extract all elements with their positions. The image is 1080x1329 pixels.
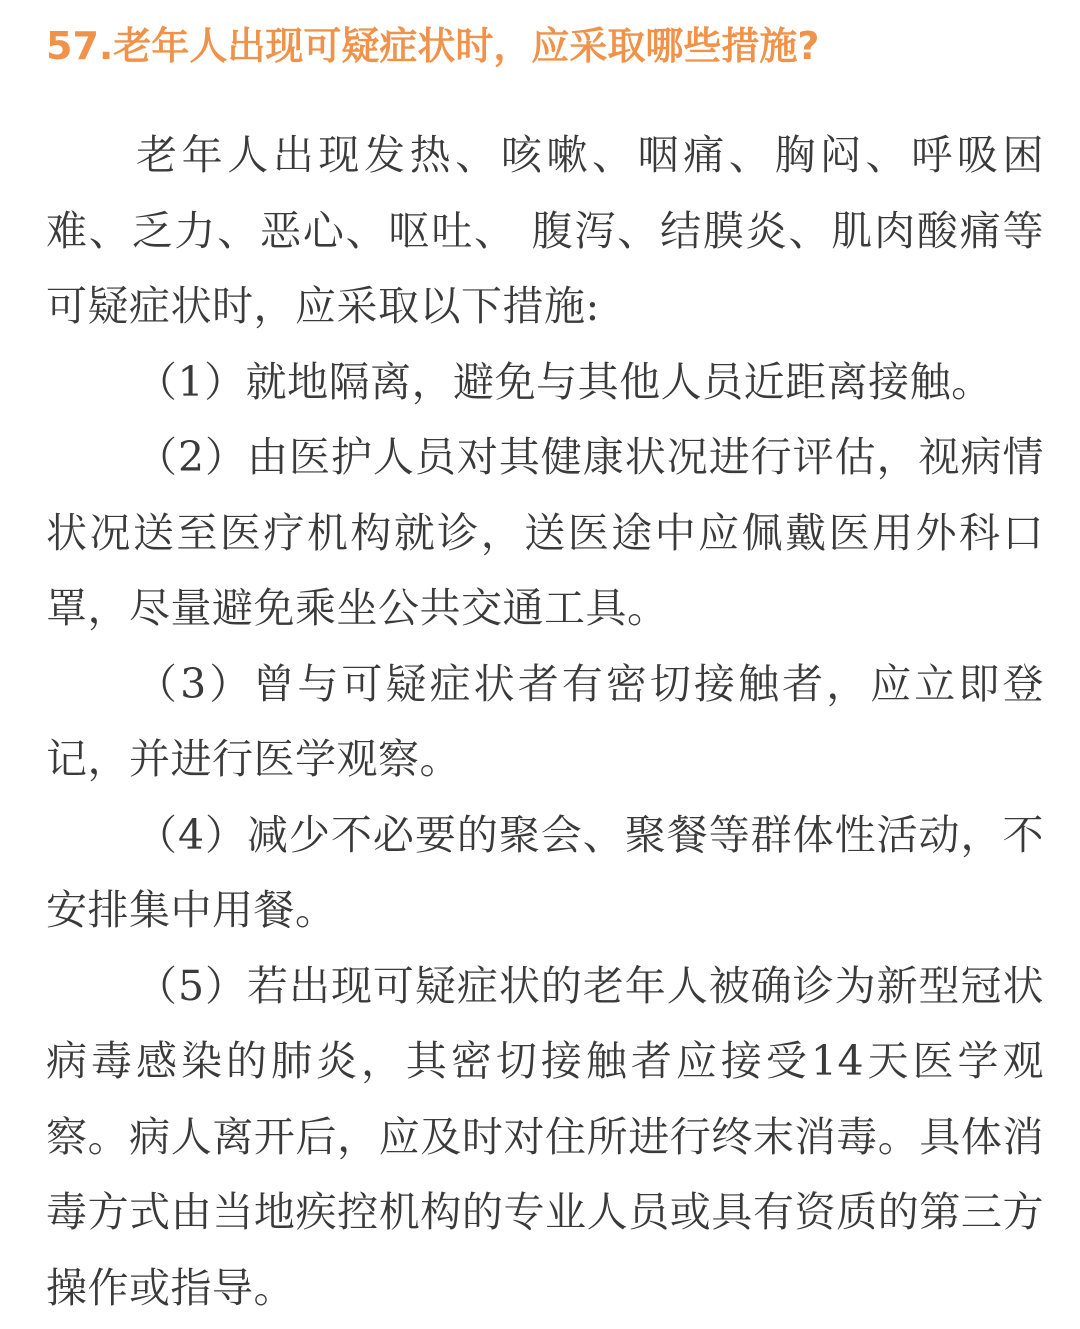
measure-5: （5）若出现可疑症状的老年人被确诊为新型冠状病毒感染的肺炎，其密切接触者应接受14天医学观察。病人离开后，应及时对住所进行终末消毒。具体消毒方式由当地疾控机构的专业人员或具有资质的第三方操作或指导。 [46, 961, 1044, 1312]
measure-2: （2）由医护人员对其健康状况进行评估，视病情状况送至医疗机构就诊，送医途中应佩戴医用外科口罩，尽量避免乘坐公共交通工具。 [46, 433, 1044, 632]
intro-paragraph: 老年人出现发热、咳嗽、咽痛、胸闷、呼吸困难、乏力、恶心、呕吐、 腹泻、结膜炎、肌肉酸痛等可疑症状时，应采取以下措施: [46, 131, 1044, 330]
measure-3: （3）曾与可疑症状者有密切接触者，应立即登记，并进行医学观察。 [46, 659, 1044, 783]
measure-4: （4）减少不必要的聚会、聚餐等群体性活动，不安排集中用餐。 [46, 810, 1044, 934]
answer-body [46, 118, 1044, 1326]
question-title: 57.老年人出现可疑症状时，应采取哪些措施? [46, 24, 820, 68]
measure-1: （1）就地隔离，避免与其他人员近距离接触。 [136, 357, 993, 406]
